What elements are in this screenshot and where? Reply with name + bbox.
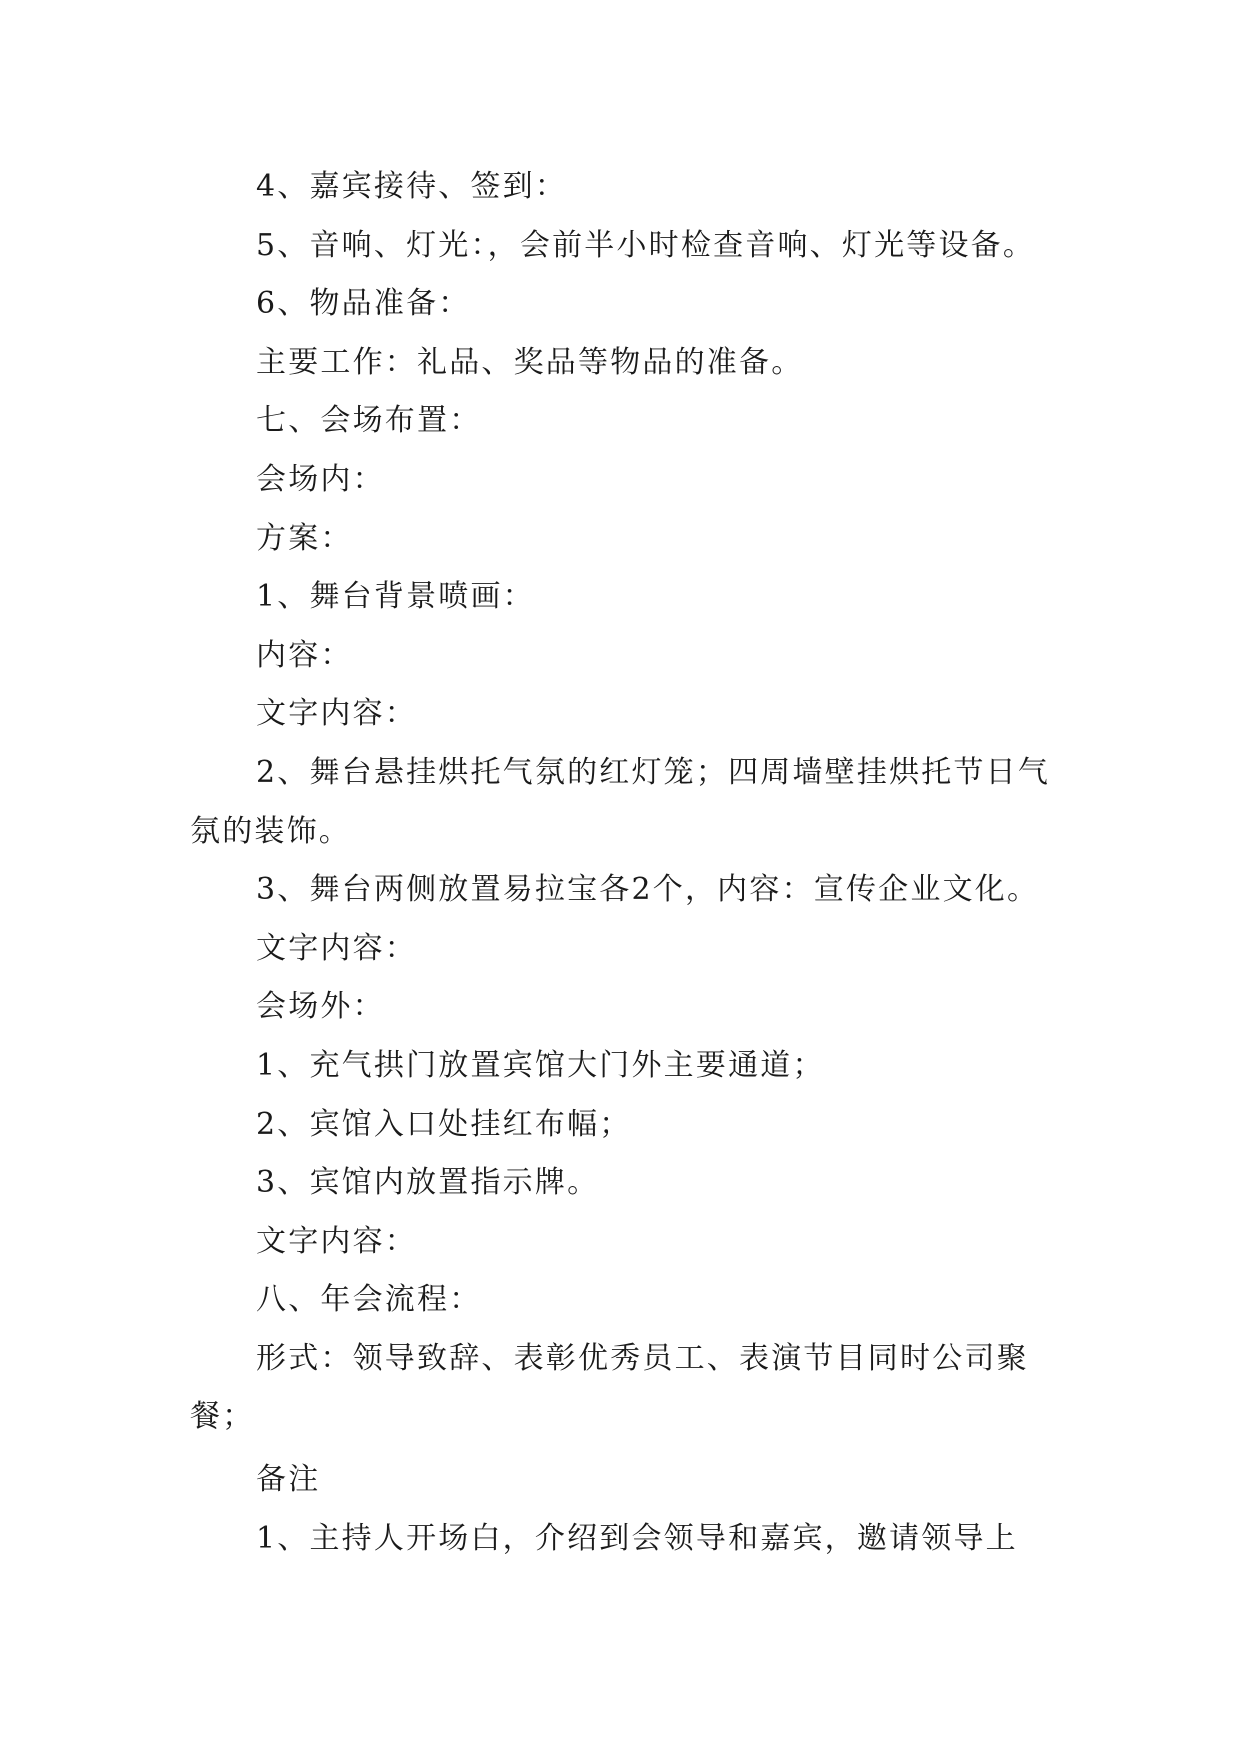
paragraph-red-banner: 2、宾馆入口处挂红布幅； (256, 1106, 632, 1142)
paragraph-text-content-2: 文字内容： (256, 930, 417, 966)
paragraph-inflatable-arch: 1、充气拱门放置宾馆大门外主要通道； (256, 1047, 825, 1083)
paragraph-supplies-preparation: 6、物品准备： (256, 286, 471, 322)
heading-venue-layout: 七、会场布置： (256, 403, 482, 439)
paragraph-stage-backdrop: 1、舞台背景喷画： (256, 579, 535, 615)
paragraph-signage: 3、宾馆内放置指示牌。 (256, 1165, 600, 1201)
paragraph-outside-venue: 会场外： (256, 989, 385, 1025)
paragraph-sound-lighting: 5、音响、灯光：，会前半小时检查音响、灯光等设备。 (256, 227, 1036, 263)
paragraph-main-work: 主要工作：礼品、奖品等物品的准备。 (256, 344, 804, 380)
paragraph-text-content-3: 文字内容： (256, 1223, 417, 1259)
document-body (190, 158, 1070, 1568)
paragraph-red-lanterns: 2、舞台悬挂烘托气氛的红灯笼；四周墙壁挂烘托节日气氛的装饰。 (190, 754, 1051, 849)
paragraph-content: 内容： (256, 637, 353, 673)
paragraph-remarks: 备注 (256, 1462, 321, 1498)
paragraph-rollup-banners: 3、舞台两侧放置易拉宝各2个，内容：宣传企业文化。 (256, 872, 1040, 908)
paragraph-text-content-1: 文字内容： (256, 696, 417, 732)
heading-annual-meeting-process: 八、年会流程： (256, 1282, 482, 1318)
paragraph-host-opening: 1、主持人开场白，介绍到会领导和嘉宾，邀请领导上 (256, 1520, 1018, 1556)
paragraph-inside-venue: 会场内： (256, 461, 385, 497)
paragraph-format: 形式：领导致辞、表彰优秀员工、表演节目同时公司聚餐； (190, 1340, 1029, 1435)
paragraph-plan: 方案： (256, 520, 353, 556)
paragraph-guest-reception: 4、嘉宾接待、签到： (256, 169, 568, 204)
